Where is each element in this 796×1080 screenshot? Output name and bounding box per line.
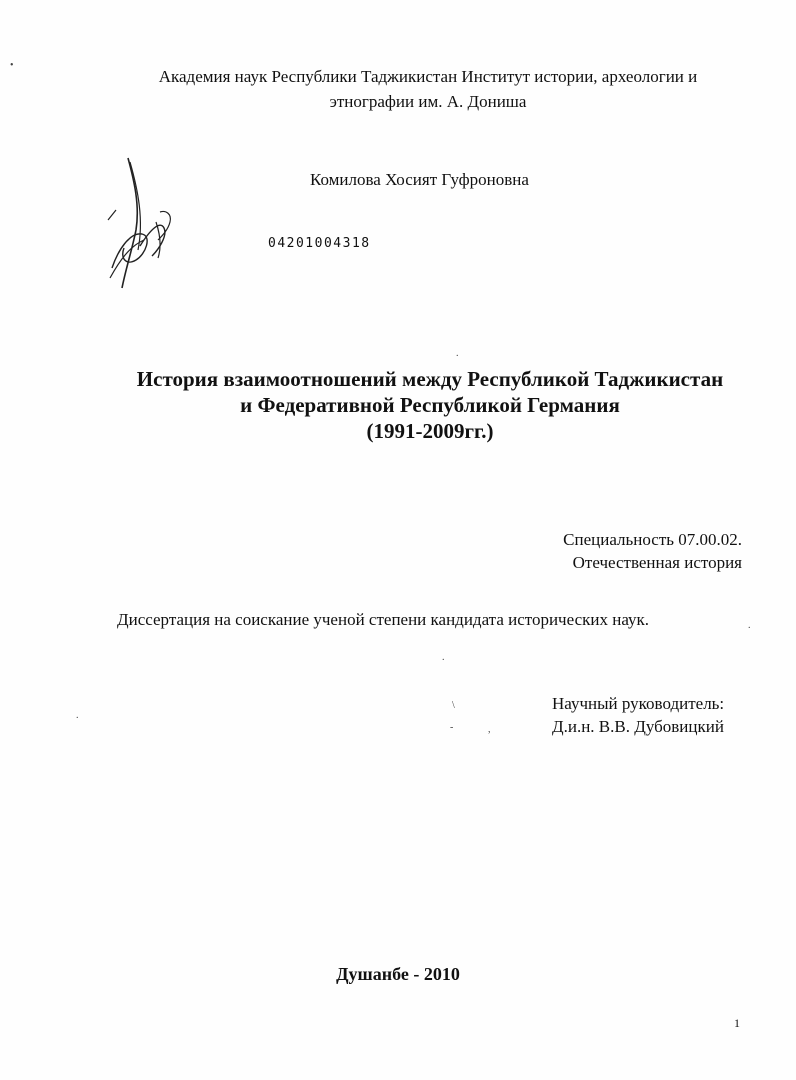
title-line-3: (1991-2009гг.) (366, 419, 494, 443)
scan-speck: , (488, 724, 491, 735)
institution-header (120, 64, 736, 114)
scan-speck: . (456, 348, 459, 359)
city-and-year: Душанбе - 2010 (336, 964, 460, 984)
dissertation-title (90, 366, 770, 444)
specialty-block (563, 528, 742, 574)
supervisor-label: Научный руководитель: (552, 694, 725, 713)
title-line-1: История взаимоотношений между Республикой Таджикистан (136, 367, 724, 391)
specialty-code: Специальность 07.00.02. (563, 530, 742, 549)
registration-number: 04201004318 (268, 236, 371, 251)
scan-speck: • (10, 60, 14, 71)
page-number: 1 (734, 1016, 740, 1030)
scan-speck: . (748, 620, 751, 631)
scan-speck: - (450, 722, 454, 733)
handwritten-signature (100, 150, 180, 300)
scan-speck: . (76, 710, 79, 721)
institution-line-1: Академия наук Республики Таджикистан Институт истории, археологии и (158, 67, 698, 86)
scan-speck: . (442, 652, 445, 663)
specialty-name: Отечественная история (572, 553, 742, 572)
scan-speck: \ (452, 700, 455, 711)
supervisor-name: Д.и.н. В.В. Дубовицкий (552, 717, 724, 736)
degree-statement: Диссертация на соискание ученой степени кандидата исторических наук. (117, 610, 650, 629)
supervisor-block (552, 692, 724, 738)
title-line-2: и Федеративной Республикой Германия (240, 393, 620, 417)
author-name: Комилова Хосият Гуфроновна (310, 170, 529, 189)
institution-line-2: этнографии им. А. Дониша (329, 92, 527, 111)
